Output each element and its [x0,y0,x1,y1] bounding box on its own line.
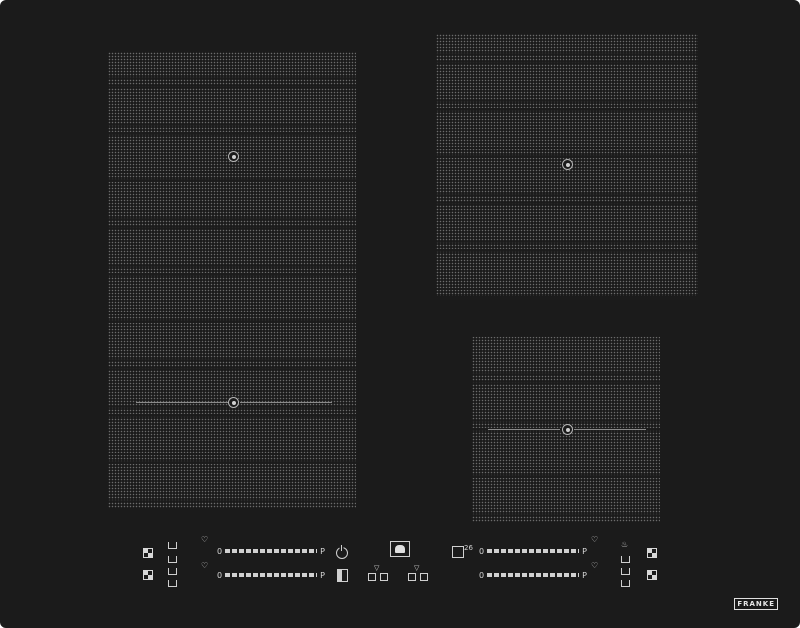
grill-icon[interactable] [621,580,630,587]
badge-label: 26 [464,544,473,552]
flame-icon[interactable]: ♨ [621,540,629,549]
cooking-zone-left-flex[interactable] [108,52,356,508]
slider-start-label: 0 [479,570,485,580]
pot-icon[interactable] [621,556,630,563]
power-slider-rear-right[interactable] [476,571,590,579]
slider-boost-label[interactable]: P [582,546,587,556]
keep-warm-icon[interactable]: ♡ [201,561,209,570]
zone-center-marker [562,424,573,435]
zone-center-marker [228,397,239,408]
brand-logo: FRANKE [734,598,778,610]
zone-center-marker [562,159,573,170]
keep-warm-icon[interactable]: ♡ [591,535,599,544]
zone-center-marker [228,151,239,162]
slider-start-label: 0 [479,546,485,556]
zone-select-icon[interactable] [143,548,153,558]
timer-icon: ▽ [414,564,420,572]
zone-select-icon[interactable] [647,548,657,558]
slider-boost-label[interactable]: P [320,570,325,580]
power-slider-front-right[interactable] [476,547,590,555]
keep-warm-icon[interactable]: ♡ [201,535,209,544]
steam-pot-icon[interactable] [168,580,177,587]
timer-minus-button[interactable] [408,573,416,581]
bridge-line [136,402,228,403]
power-slider-front-left[interactable] [214,547,328,555]
pot-icon[interactable] [168,542,177,549]
lock-icon[interactable] [337,569,348,582]
bridge-line [240,402,332,403]
timer-plus-button[interactable] [380,573,388,581]
timer-plus-button[interactable] [420,573,428,581]
bridge-line [488,429,560,430]
slider-boost-label[interactable]: P [320,546,325,556]
slider-track[interactable] [225,573,317,577]
zone-select-icon[interactable] [143,570,153,580]
pan-icon[interactable] [168,556,177,563]
slider-start-label: 0 [217,546,223,556]
power-slider-rear-left[interactable] [214,571,328,579]
keep-warm-icon[interactable]: ♡ [591,561,599,570]
slider-start-label: 0 [217,570,223,580]
timer-icon: ▽ [374,564,380,572]
pot-icon[interactable] [168,568,177,575]
slider-track[interactable] [487,573,579,577]
slider-track[interactable] [225,549,317,553]
slider-track[interactable] [487,549,579,553]
bridge-line [574,429,646,430]
pan-icon[interactable] [621,568,630,575]
timer-minus-button[interactable] [368,573,376,581]
slider-boost-label[interactable]: P [582,570,587,580]
zone-select-icon[interactable] [647,570,657,580]
bridge-mode-icon[interactable] [452,546,464,558]
power-icon[interactable] [336,547,348,559]
chef-mode-icon[interactable] [390,541,410,557]
